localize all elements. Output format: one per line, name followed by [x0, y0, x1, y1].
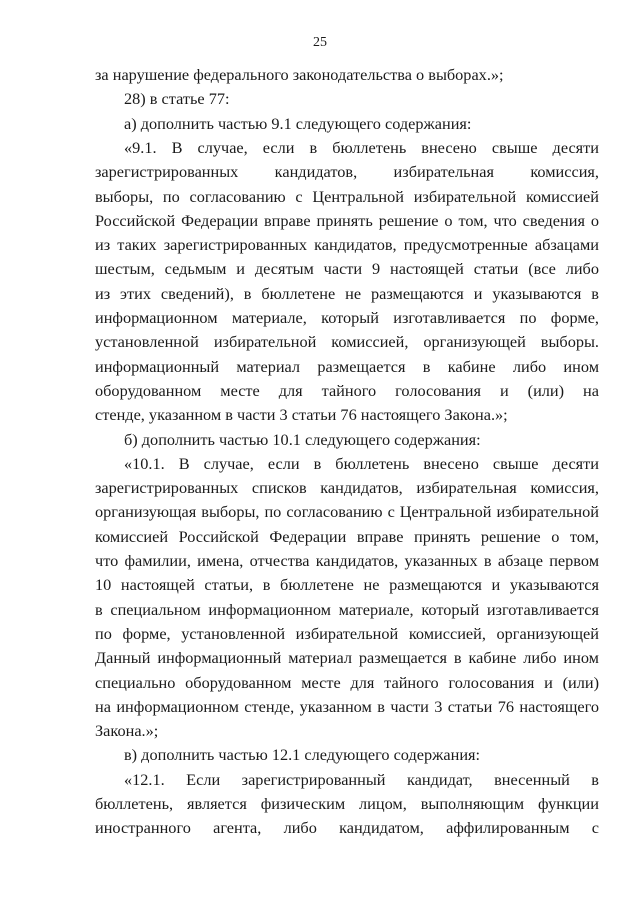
text-line: иностранного агента, либо кандидатом, аффилированным с — [95, 818, 599, 838]
text-line: из этих сведений), в бюллетене не размещаются и указываются в — [95, 283, 599, 303]
text-line: выборы, по согласованию с Центральной избирательной комиссией — [95, 186, 599, 206]
text-line: на информационном стенде, указанном в части 3 статьи 76 настоящего — [95, 696, 599, 716]
text-line: «10.1. В случае, если в бюллетень внесено свыше десяти — [124, 453, 599, 473]
text-line: стенде, указанном в части 3 статьи 76 настоящего Закона.»; — [95, 405, 508, 425]
text-line: Закона.»; — [95, 721, 159, 741]
text-line: специально оборудованном месте для тайного голосования и (или) — [95, 672, 599, 692]
text-line: информационный материал размещается в кабине либо ином — [95, 356, 599, 376]
text-line: в) дополнить частью 12.1 следующего содержания: — [124, 745, 481, 765]
text-line: комиссией Российской Федерации вправе принять решение о том, — [95, 526, 599, 546]
text-line: информационном материале, который изготавливается по форме, — [95, 308, 599, 327]
text-line: в специальном информационном материале, который изготавливается — [95, 599, 599, 619]
text-line: оборудованном месте для тайного голосования и (или) на — [95, 380, 599, 400]
text-line: установленной избирательной комиссией, организующей выборы. — [95, 332, 599, 352]
text-line: зарегистрированных списков кандидатов, избирательная комиссия, — [95, 478, 599, 498]
text-line: за нарушение федерального законодательства о выборах.»; — [95, 65, 504, 84]
text-line: шестым, седьмым и десятым части 9 настоящей статьи (все либо — [95, 259, 599, 279]
text-line: по форме, установленной избирательной комиссией, организующей — [95, 623, 599, 643]
text-line: 28) в статье 77: — [124, 89, 230, 109]
text-line: а) дополнить частью 9.1 следующего содержания: — [124, 113, 472, 133]
text-line: Данный информационный материал размещается в кабине либо ином — [95, 648, 599, 668]
text-line: Российской Федерации вправе принять решение о том, что сведения о — [95, 210, 599, 230]
text-line: «12.1. Если зарегистрированный кандидат, внесенный в — [124, 769, 599, 789]
text-line: бюллетень, является физическим лицом, выполняющим функции — [95, 794, 599, 813]
page-number: 25 — [313, 35, 327, 50]
text-line: «9.1. В случае, если в бюллетень внесено свыше десяти — [124, 137, 599, 157]
text-line: б) дополнить частью 10.1 следующего содержания: — [124, 429, 481, 449]
text-line: организующая выборы, по согласованию с Центральной избирательной — [95, 502, 599, 522]
text-line: 10 настоящей статьи, в бюллетене не размещаются и указываются — [95, 575, 599, 595]
text-line: что фамилии, имена, отчества кандидатов, указанных в абзаце первом — [95, 551, 599, 570]
text-line: зарегистрированных кандидатов, избирательная комиссия, — [95, 162, 599, 182]
text-line: из таких зарегистрированных кандидатов, предусмотренные абзацами — [95, 235, 599, 255]
